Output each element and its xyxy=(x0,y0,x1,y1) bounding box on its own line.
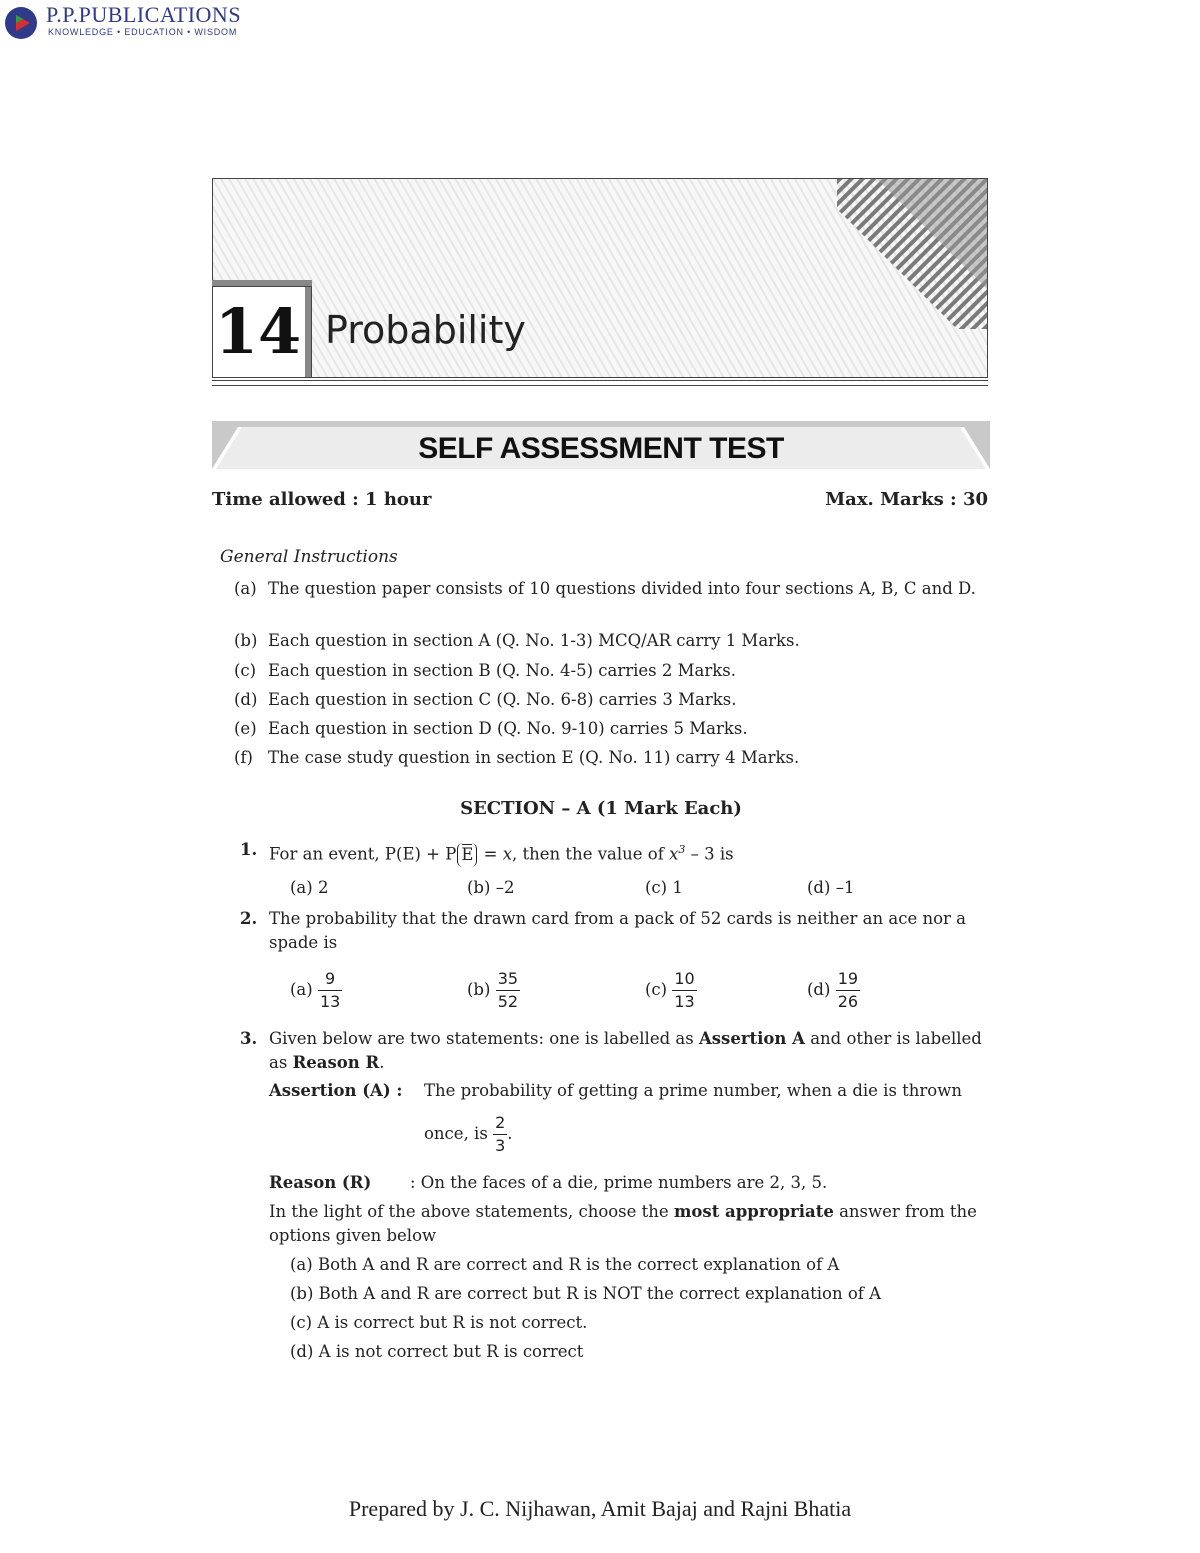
q1-option-c xyxy=(645,878,683,897)
section-a-heading: SECTION – A (1 Mark Each) xyxy=(460,798,742,819)
q1-boxed-e: E xyxy=(461,844,474,864)
instruction-label: (c) xyxy=(234,661,257,680)
numerator: 10 xyxy=(672,968,696,991)
q2-option-a xyxy=(290,968,342,1013)
q1-var2: x xyxy=(669,844,679,864)
q2-option-c xyxy=(645,968,697,1013)
q1-suffix: , then the value of xyxy=(512,844,670,864)
instruction-item xyxy=(234,688,986,712)
instruction-text: Each question in section A (Q. No. 1-3) MCQ/AR carry 1 Marks. xyxy=(268,631,800,650)
option-value: –1 xyxy=(835,878,855,897)
instruction-text: The case study question in section E (Q. No. 11) carry 4 Marks. xyxy=(268,748,800,767)
q3-intro-text: Given below are two statements: one is labelled as xyxy=(269,1029,699,1048)
numerator: 2 xyxy=(493,1112,507,1135)
q1-option-d xyxy=(807,878,854,897)
denominator: 26 xyxy=(837,992,859,1011)
reason-label xyxy=(269,1171,371,1195)
assertion-cont-text: once, is xyxy=(424,1124,488,1143)
instruction-label: (a) xyxy=(234,579,257,598)
q3-instruction-text: answer from the options given below xyxy=(269,1202,977,1245)
publisher-logo-icon xyxy=(4,6,38,40)
q3-assertion-ref: Assertion A xyxy=(698,1029,805,1048)
instruction-item xyxy=(234,659,986,683)
assertion-text: The probability of getting a prime number, when a die is thrown xyxy=(424,1081,962,1100)
publisher-name: P.P.PUBLICATIONS xyxy=(46,2,242,27)
chapter-number: 14 xyxy=(214,295,302,368)
numerator: 19 xyxy=(836,968,860,991)
question-number: 3. xyxy=(240,1029,258,1048)
instruction-label: (d) xyxy=(234,690,258,709)
q3-option-a: (a) Both A and R are correct and R is the correct explanation of A xyxy=(290,1255,840,1274)
test-title: SELF ASSESSMENT TEST xyxy=(418,432,784,465)
option-label: (d) xyxy=(807,878,831,897)
assertion-label xyxy=(269,1079,402,1103)
question-2-text: The probability that the drawn card from a pack of 52 cards is neither an ace nor a spade is xyxy=(269,909,966,952)
publisher-tagline: KNOWLEDGE • EDUCATION • WISDOM xyxy=(48,27,238,37)
q3-intro-text: . xyxy=(379,1053,385,1072)
option-value: –2 xyxy=(495,878,515,897)
publisher-logo xyxy=(4,2,264,42)
q1-option-a xyxy=(290,878,328,897)
instruction-text: Each question in section D (Q. No. 9-10) carries 5 Marks. xyxy=(268,719,748,738)
question-1-text xyxy=(269,838,987,867)
banner-underline xyxy=(212,380,988,386)
denominator: 3 xyxy=(495,1136,506,1155)
q1-complement-event xyxy=(457,843,477,867)
q1-middle: = xyxy=(478,844,503,864)
fraction xyxy=(318,968,342,1013)
instruction-item xyxy=(234,629,986,653)
fraction xyxy=(672,968,696,1013)
footer-credits: Prepared by J. C. Nijhawan, Amit Bajaj and Rajni Bhatia xyxy=(348,1496,852,1521)
option-label: (d) xyxy=(807,980,831,999)
q1-power: 3 xyxy=(678,843,686,856)
instruction-text: The question paper consists of 10 questions divided into four sections A, B, C and D. xyxy=(268,579,976,598)
instruction-label: (e) xyxy=(234,719,257,738)
option-label: (c) xyxy=(645,878,668,897)
q3-intro-text: and other is labelled as xyxy=(269,1029,982,1072)
general-instructions-heading: General Instructions xyxy=(220,547,398,567)
q3-reason-ref: Reason R xyxy=(292,1053,380,1072)
assertion-label-text: Assertion (A) : xyxy=(269,1081,403,1100)
option-label: (c) xyxy=(645,980,668,999)
q1-end: – 3 is xyxy=(685,844,734,864)
option-label: (a) xyxy=(290,980,313,999)
instruction-label: (b) xyxy=(234,631,258,650)
q1-var: x xyxy=(502,844,513,864)
question-number: 2. xyxy=(240,909,258,928)
banner-corner-stripes xyxy=(837,179,987,329)
reason-label-text: Reason (R) xyxy=(269,1173,372,1192)
fraction xyxy=(836,968,860,1013)
numerator: 35 xyxy=(496,968,520,991)
q3-option-d: (d) A is not correct but R is correct xyxy=(290,1342,584,1361)
chapter-title: Probability xyxy=(325,308,526,352)
q1-option-b xyxy=(467,878,514,897)
fraction xyxy=(496,968,520,1013)
option-label: (b) xyxy=(467,980,491,999)
q2-option-d xyxy=(807,968,860,1013)
q3-instruction xyxy=(269,1200,989,1248)
question-number: 1. xyxy=(240,840,258,859)
instruction-label: (f) xyxy=(234,748,253,767)
instruction-item xyxy=(234,577,986,601)
option-label: (a) xyxy=(290,878,313,897)
instruction-item xyxy=(234,746,986,770)
q3-instruction-bold: most appropriate xyxy=(673,1202,834,1221)
option-value: 2 xyxy=(317,878,329,897)
question-3-intro xyxy=(269,1027,987,1075)
denominator: 13 xyxy=(319,992,341,1011)
fraction xyxy=(493,1112,507,1157)
assertion-continuation: once, is $\frac{2}{3}$ . xyxy=(424,1113,513,1155)
max-marks: Max. Marks : 30 xyxy=(825,489,988,510)
instruction-item xyxy=(234,717,986,741)
q1-prefix: For an event, P(E) + P xyxy=(269,844,457,864)
instruction-text: Each question in section B (Q. No. 4-5) carries 2 Marks. xyxy=(268,661,736,680)
numerator: 9 xyxy=(318,968,342,991)
q3-option-c: (c) A is correct but R is not correct. xyxy=(290,1313,588,1332)
reason-text: : On the faces of a die, prime numbers are 2, 3, 5. xyxy=(410,1173,828,1192)
option-value: 1 xyxy=(672,878,683,897)
q3-instruction-text: In the light of the above statements, choose the xyxy=(269,1202,674,1221)
instruction-text: Each question in section C (Q. No. 6-8) carries 3 Marks. xyxy=(268,690,737,709)
denominator: 52 xyxy=(497,992,519,1011)
time-allowed: Time allowed : 1 hour xyxy=(212,489,432,510)
denominator: 13 xyxy=(674,992,695,1011)
q2-option-b xyxy=(467,968,520,1013)
option-label: (b) xyxy=(467,878,491,897)
q3-option-b: (b) Both A and R are correct but R is NOT the correct explanation of A xyxy=(290,1284,882,1303)
